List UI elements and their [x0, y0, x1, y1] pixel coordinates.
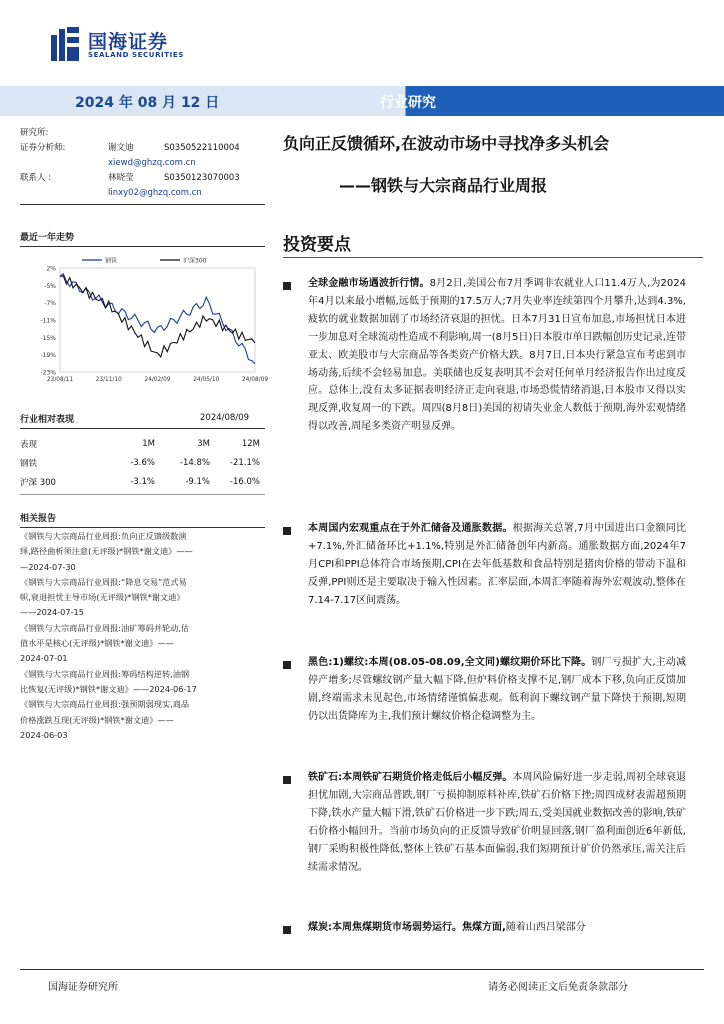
- bullet-icon: [283, 527, 291, 535]
- y-tick-label: -15%: [40, 334, 56, 342]
- footer-divider: [20, 969, 704, 970]
- bullet-icon: [283, 926, 291, 934]
- logo-icon: [51, 27, 79, 61]
- report-line[interactable]: ——2024-07-15: [20, 607, 84, 618]
- table-header: 1M: [142, 438, 155, 449]
- logo-subtext: SEALAND SECURITIES: [88, 51, 184, 59]
- table-cell: -21.1%: [229, 457, 260, 468]
- table-header: 3M: [197, 438, 210, 449]
- y-tick-label: -7%: [44, 300, 56, 308]
- table-cell: 沪深 300: [20, 477, 56, 488]
- report-line[interactable]: 《钢铁与大宗商品行业周报:筹码结构逆转,油钢: [20, 668, 190, 679]
- report-line[interactable]: 比恢复(无评级)*钢铁*谢文迪》——2024-06-17: [20, 683, 197, 694]
- point-3: [308, 654, 686, 726]
- key-points-title: 投资要点: [283, 235, 351, 255]
- performance-table: [20, 434, 260, 491]
- trend-chart: [20, 250, 269, 390]
- y-tick-label: -5%: [44, 282, 56, 290]
- divider: [20, 428, 265, 429]
- plot-frame: [60, 268, 255, 372]
- y-tick-label: -23%: [40, 369, 56, 377]
- contact-name: 林晓莹: [108, 173, 134, 183]
- report-line[interactable]: 绎,路径曲析须注意(无评级)*钢铁*谢文迪》——: [20, 546, 193, 557]
- table-header-row: [20, 434, 260, 453]
- x-tick-label: 24/08/09: [241, 377, 269, 383]
- report-line[interactable]: 2024-06-03: [20, 729, 68, 740]
- table-cell: -14.8%: [179, 457, 210, 468]
- table-row: [20, 472, 260, 491]
- analyst-label: 证券分析师:: [20, 143, 66, 153]
- series-line-steel: [60, 274, 255, 364]
- point-text: 根据海关总署,7月中国进出口金额同比+7.1%,外汇储备环比+1.1%,特别是外汇储备创年内新高。通胀数据方面,2024年7月CPI和PPI总体符合市场预期,CPI在去年低基数和食品特别是猪肉价格的带动下温和反弹,PPI则还是主要取决于输入性因素。汇率层面,本周汇率随着海外宏观波动,整体在7.14-7.17区间震荡。: [308, 523, 687, 606]
- legend-label-steel: 钢铁: [105, 257, 118, 265]
- report-subtitle: ——钢铁与大宗商品行业周报: [339, 176, 548, 195]
- table-cell: -3.6%: [130, 457, 155, 468]
- contact-email[interactable]: linxy02@ghzq.com.cn: [108, 188, 202, 198]
- bullet-icon: [283, 776, 291, 784]
- report-line[interactable]: 《钢铁与大宗商品行业周报:油矿筹码并轮动,估: [20, 622, 190, 633]
- point-lead: 铁矿石:本周铁矿石期货价格走低后小幅反弹。: [308, 772, 513, 783]
- table-cell: -16.0%: [229, 476, 260, 487]
- table-row: [20, 453, 260, 472]
- report-line[interactable]: 《钢铁与大宗商品行业周报:负向正反馈级数演: [20, 531, 187, 541]
- y-tick-label: 2%: [46, 265, 56, 273]
- performance-date: 2024/08/09: [200, 413, 249, 423]
- point-4: [308, 769, 686, 876]
- point-text: 随着山西吕梁部分: [505, 922, 586, 933]
- divider: [20, 246, 265, 247]
- report-line[interactable]: 2024-07-01: [20, 653, 68, 664]
- point-text: 钢厂亏损扩大,主动减停产增多;尽管螺纹钢产量大幅下降,但炉料价格支撑不足,钢厂成本下移,负向正反馈加剧,终端需求未见起色,市场情绪谨慎偏悲观。低利润下螺纹钢产量下降快于预期,短期仍以出货降库为主,我们预计螺纹价格企稳调整为主。: [308, 657, 686, 722]
- report-line[interactable]: 价格涨跌互现(无评级)*钢铁*谢文迪》——: [20, 714, 174, 725]
- table-cell: -9.1%: [185, 476, 210, 487]
- y-tick-label: -11%: [40, 317, 56, 325]
- point-2: [308, 520, 686, 610]
- divider: [283, 257, 703, 258]
- trend-title: 最近一年走势: [20, 233, 75, 243]
- report-date: 2024 年 08 月 12 日: [75, 95, 220, 111]
- report-title: 负向正反馈循环,在波动市场中寻找净多头机会: [283, 134, 610, 153]
- logo-text: 国海证券: [88, 31, 169, 53]
- divider: [20, 204, 265, 205]
- point-5: [308, 919, 686, 937]
- contact-label: 联系人 :: [20, 173, 52, 183]
- point-lead: 全球金融市场遇波折行情。: [308, 278, 430, 289]
- report-category: 行业研究: [380, 95, 436, 111]
- divider: [20, 527, 265, 528]
- report-line[interactable]: 值水平是核心(无评级)*钢铁*谢文迪》——: [20, 638, 174, 649]
- point-1: [308, 275, 686, 436]
- analyst-code: S0350522110004: [164, 143, 240, 153]
- x-tick-label: 23/08/11: [46, 377, 74, 383]
- legend-label-hs300: 沪深300: [183, 257, 207, 265]
- contact-code: S0350123070003: [164, 173, 240, 183]
- table-cell: 钢铁: [20, 458, 38, 469]
- series-line-hs300: [60, 276, 255, 357]
- x-tick-label: 24/05/10: [193, 377, 220, 383]
- point-lead: 煤炭:本周焦煤期货市场弱势运行。焦煤方面,: [308, 922, 506, 933]
- point-text: 本周风险偏好进一步走弱,周初全球衰退担忧加剧,大宗商品普跌,钢厂亏损抑制原料补库,铁矿石价格下挫;周四成材表需超预期下降,铁水产量大幅下滑,铁矿石价格进一步下跌;周五,受美国就业数据改善的影响,铁矿石价格小幅回升。当前市场负向的正反馈导致矿价明显回落,钢厂盈利面创近6年新低,钢厂采购积极性降低,整体上铁矿石基本面偏弱,我们短期预计矿价仍然承压,需关注后续需求情况。: [308, 772, 686, 873]
- x-tick-label: 24/02/09: [144, 377, 171, 383]
- analyst-email[interactable]: xiewd@ghzq.com.cn: [108, 158, 196, 168]
- research-label: 研究所:: [20, 128, 49, 138]
- footer-right: 请务必阅读正文后免责条款部分: [488, 982, 628, 993]
- divider: [20, 494, 265, 495]
- report-line[interactable]: 《钢铁与大宗商品行业周报:“降息交易”范式易: [20, 576, 187, 587]
- table-cell: -3.1%: [130, 476, 155, 487]
- x-tick-label: 23/11/10: [95, 377, 122, 383]
- analyst-name: 谢文迪: [108, 143, 134, 153]
- performance-title: 行业相对表现: [20, 415, 75, 425]
- footer-left: 国海证券研究所: [48, 982, 118, 993]
- point-lead: 黑色:1)螺纹:本周(08.05-08.09,全文同)螺纹期价环比下降。: [308, 657, 592, 668]
- report-line[interactable]: 《钢铁与大宗商品行业周报:强预期弱现实,商品: [20, 699, 190, 710]
- point-text: 8月2日,美国公布7月季调非农就业人口11.4万人,为2024年4月以来最小增幅,远低于预期的17.5万人;7月失业率连续第四个月攀升,达到4.3%,疲软的就业数据加剧了市场经济衰退的担忧。日本7月31日宣布加息,市场担忧日本进一步加息对全球流动性造成不利影响,周一(8月5日)日本股市单日跌幅创历史记录,连带亚太、欧美股市与大宗商品等各类资产价格大跌。8月7日,日本央行紧急宣布考虑到市场动荡,后续不会轻易加息。美联储也反复表明其不会对任何单月经济报告作出过度反应。总体上,没有太多证据表明经济正走向衰退,市场恐慌情绪消退,日本股市又得以实现反弹,收复周一的下跌。周四(8月8日)美国的初请失业金人数低于预期,海外宏观情绪得以改善,周尾多类资产明显反弹。: [308, 278, 686, 433]
- report-line[interactable]: 帜,衰退担忧主导市场(无评级)*钢铁*谢文迪》: [20, 592, 185, 603]
- table-header: 12M: [241, 438, 260, 449]
- bullet-icon: [283, 282, 291, 290]
- y-tick-label: -19%: [40, 352, 56, 360]
- table-header: 表现: [20, 439, 38, 450]
- reports-title: 相关报告: [20, 514, 57, 524]
- related-reports: [20, 529, 265, 743]
- bullet-icon: [283, 661, 291, 669]
- point-lead: 本周国内宏观重点在于外汇储备及通胀数据。: [308, 523, 513, 534]
- report-line[interactable]: —2024-07-30: [20, 561, 76, 572]
